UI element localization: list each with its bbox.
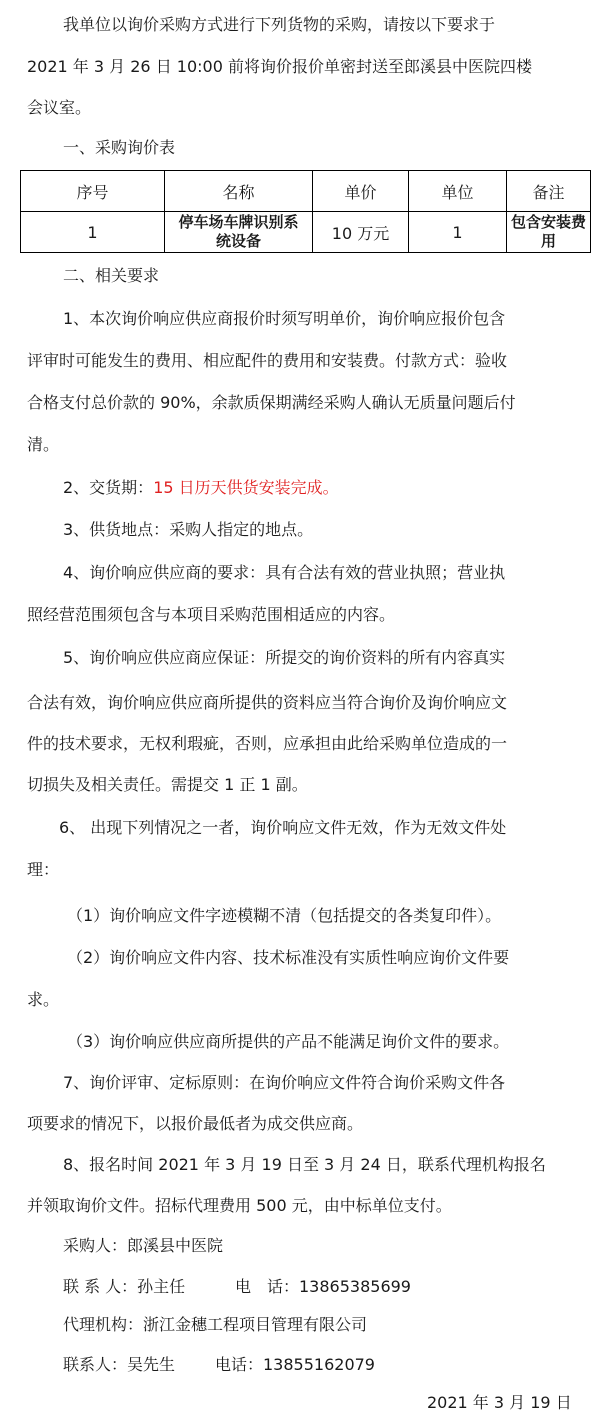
req5-line-3: 件的技术要求，无权利瑕疵，否则，应承担由此给采购单位造成的一	[27, 734, 508, 753]
header-name: 名称	[165, 171, 313, 212]
req7-line-1: 7、询价评审、定标原则：在询价响应文件符合询价采购文件各	[63, 1073, 506, 1092]
quotation-table	[20, 170, 591, 253]
purchaser-line: 采购人：郎溪县中医院	[63, 1236, 224, 1255]
req4-line-1: 4、询价响应供应商的要求：具有合法有效的营业执照；营业执	[63, 563, 506, 582]
agency-line: 代理机构：浙江金穗工程项目管理有限公司	[63, 1315, 368, 1334]
intro-line-3: 会议室。	[27, 98, 92, 117]
req1-line-3: 合格支付总价款的 90%，余款质保期满经采购人确认无质量问题后付	[27, 393, 516, 412]
contact1-phone: 电 话：13865385699	[235, 1277, 411, 1296]
intro-line-2: 2021 年 3 月 26 日 10:00 前将询价报价单密封送至郎溪县中医院四楼	[27, 57, 532, 76]
header-seq: 序号	[21, 171, 165, 212]
table-header-row	[21, 171, 591, 212]
cell-unit: 1	[409, 212, 507, 253]
cell-seq: 1	[21, 212, 165, 253]
contact2-phone: 电话：13855162079	[215, 1355, 375, 1374]
cell-name-line-2: 统设备	[215, 232, 261, 250]
req5-line-1: 5、询价响应供应商应保证：所提交的询价资料的所有内容真实	[63, 648, 506, 667]
req5-line-2: 合法有效，询价响应供应商所提供的资料应当符合询价及询价响应文	[27, 693, 508, 712]
req6-line-1: 6、 出现下列情况之一者，询价响应文件无效，作为无效文件处	[59, 818, 507, 837]
cell-note-line-2: 用	[540, 232, 556, 250]
section2-title: 二、相关要求	[63, 266, 160, 285]
req1-line-1: 1、本次询价响应供应商报价时须写明单价，询价响应报价包含	[63, 309, 506, 328]
req8-line-2: 并领取询价文件。招标代理费用 500 元，由中标单位支付。	[27, 1196, 452, 1215]
req1-line-4: 清。	[27, 435, 60, 454]
cell-note	[507, 212, 591, 253]
header-unit: 单位	[409, 171, 507, 212]
cell-note-line-1: 包含安装费	[510, 213, 586, 231]
req4-line-2: 照经营范围须包含与本项目采购范围相适应的内容。	[27, 605, 396, 624]
document-date: 2021 年 3 月 19 日	[427, 1393, 572, 1412]
req2-line	[63, 477, 339, 499]
req2-label: 2、交货期：	[63, 478, 154, 497]
req6-sub-1: （1）询价响应文件字迹模糊不清（包括提交的各类复印件）。	[67, 906, 502, 925]
req6-sub-2-line-1: （2）询价响应文件内容、技术标准没有实质性响应询价文件要	[67, 948, 510, 967]
cell-name-line-1: 停车场车牌识别系	[178, 213, 299, 231]
req1-line-2: 评审时可能发生的费用、相应配件的费用和安装费。付款方式：验收	[27, 351, 508, 370]
req5-line-4: 切损失及相关责任。需提交 1 正 1 副。	[27, 775, 308, 794]
req6-sub-2-line-2: 求。	[27, 990, 60, 1009]
req6-sub-3: （3）询价响应供应商所提供的产品不能满足询价文件的要求。	[67, 1032, 510, 1051]
req6-line-2: 理：	[27, 860, 60, 879]
req2-delivery-value: 15 日历天供货安装完成。	[153, 478, 339, 497]
cell-price: 10 万元	[313, 212, 409, 253]
req7-line-2: 项要求的情况下，以报价最低者为成交供应商。	[27, 1114, 364, 1133]
req8-line-1: 8、报名时间 2021 年 3 月 19 日至 3 月 24 日，联系代理机构报名	[63, 1155, 546, 1174]
section1-title: 一、采购询价表	[63, 138, 176, 157]
contact2-name: 联系人：吴先生	[63, 1355, 176, 1374]
intro-line-1: 我单位以询价采购方式进行下列货物的采购，请按以下要求于	[63, 15, 496, 34]
header-price: 单价	[313, 171, 409, 212]
header-note: 备注	[507, 171, 591, 212]
contact1-name: 联 系 人：孙主任	[63, 1277, 186, 1296]
req3-line: 3、供货地点：采购人指定的地点。	[63, 520, 314, 539]
table-row	[21, 212, 591, 253]
cell-name	[165, 212, 313, 253]
